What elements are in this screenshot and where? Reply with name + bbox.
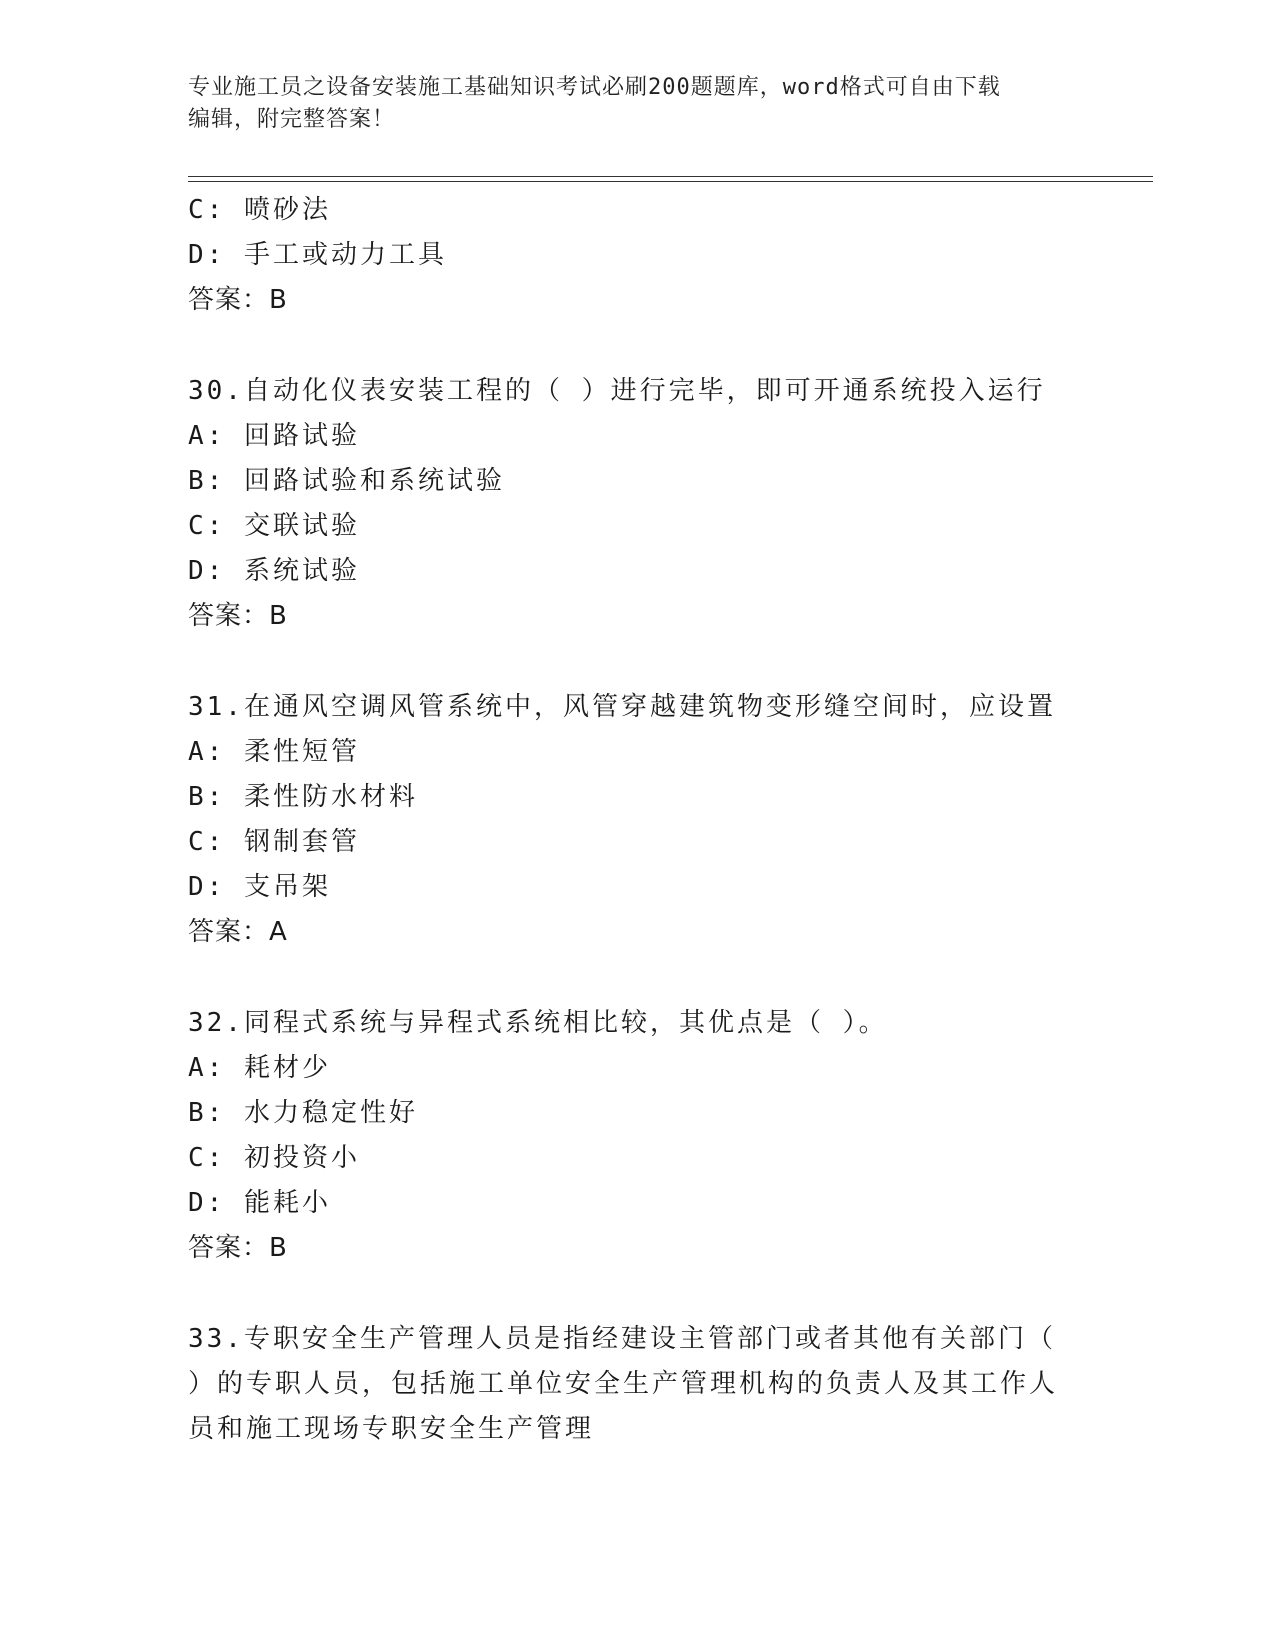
question-stem-line-1: 33.专职安全生产管理人员是指经建设主管部门或者其他有关部门（ (188, 1324, 1056, 1354)
option-b: B: 柔性防水材料 (188, 782, 418, 812)
header-divider-bottom (188, 181, 1153, 182)
header-divider-top (188, 176, 1153, 177)
question-33 (188, 1317, 1088, 1452)
option-b: B: 回路试验和系统试验 (188, 466, 505, 496)
option-c: C: 喷砂法 (188, 195, 331, 225)
option-d: D: 系统试验 (188, 556, 360, 586)
header-line-1: 专业施工员之设备安装施工基础知识考试必刷200题题库，word格式可自由下载 (188, 75, 1001, 100)
answer: 答案：A (188, 917, 288, 947)
answer: 答案：B (188, 601, 288, 631)
option-c: C: 钢制套管 (188, 827, 360, 857)
question-30 (188, 369, 1088, 639)
option-a: A: 柔性短管 (188, 737, 360, 767)
option-a: A: 耗材少 (188, 1053, 331, 1083)
document-header (188, 72, 1088, 136)
option-c: C: 交联试验 (188, 511, 360, 541)
answer: 答案：B (188, 1233, 288, 1263)
question-29-tail (188, 188, 1088, 323)
question-stem: 32.同程式系统与异程式系统相比较，其优点是（ ）。 (188, 1008, 888, 1038)
question-stem: 30.自动化仪表安装工程的（ ）进行完毕，即可开通系统投入运行 (188, 376, 1046, 406)
question-stem-line-3: 员和施工现场专职安全生产管理 (188, 1414, 595, 1444)
option-d: D: 能耗小 (188, 1188, 331, 1218)
question-31 (188, 685, 1088, 955)
header-line-2: 编辑，附完整答案！ (188, 107, 396, 132)
option-d: D: 支吊架 (188, 872, 331, 902)
question-list (188, 188, 1088, 1452)
option-c: C: 初投资小 (188, 1143, 360, 1173)
option-b: B: 水力稳定性好 (188, 1098, 418, 1128)
answer: 答案：B (188, 285, 288, 315)
option-d: D: 手工或动力工具 (188, 240, 447, 270)
question-stem: 31.在通风空调风管系统中，风管穿越建筑物变形缝空间时，应设置 (188, 692, 1056, 722)
question-stem-line-2: ）的专职人员，包括施工单位安全生产管理机构的负责人及其工作人 (188, 1369, 1059, 1399)
option-a: A: 回路试验 (188, 421, 360, 451)
question-32 (188, 1001, 1088, 1271)
